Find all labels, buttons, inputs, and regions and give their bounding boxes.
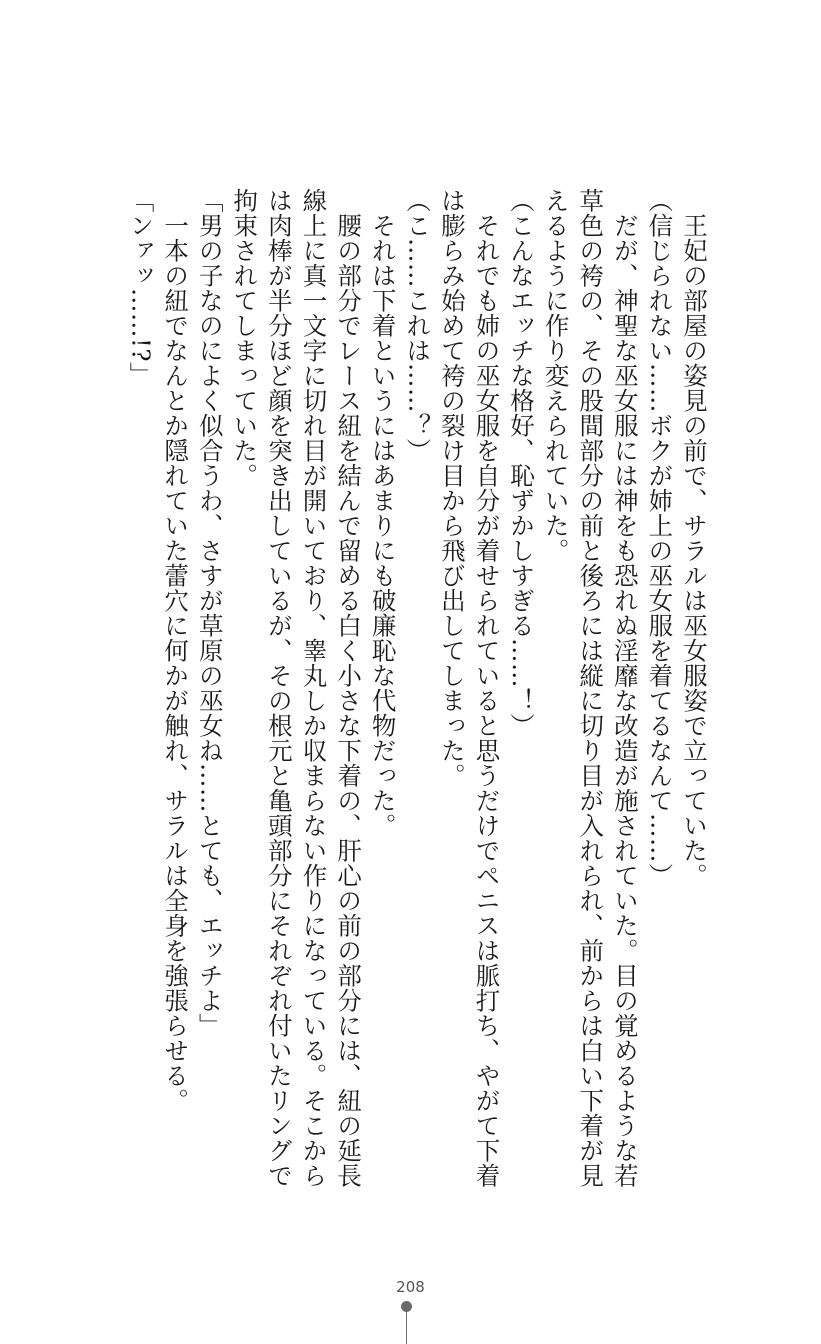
text-line: 拘束されてしまっていた。 [230,188,260,488]
text-line: （信じられない……ボクが姉上の巫女服を着てるなんて……） [645,188,675,888]
text-line: （こ……これは……？） [403,188,433,463]
text-line: 線上に真一文字に切れ目が開いており、睾丸しか収まらない作りになっている。そこから [299,188,329,1188]
text-line: それは下着というにはあまりにも破廉恥な代物だった。 [368,188,398,838]
text-line: えるように作り変えられていた。 [541,188,571,563]
text-line: 「男の子なのによく似合うわ、さすが草原の巫女ね……とても、エッチよ」 [195,188,225,1038]
folio-line-ornament [406,1311,407,1344]
text-line: 一本の紐でなんとか隠れていた蕾穴に何かが触れ、サラルは全身を強張らせる。 [161,188,191,1113]
text-line: は膨らみ始めて袴の裂け目から飛び出してしまった。 [437,188,467,788]
text-line: は肉棒が半分ほど顔を突き出しているが、その根元と亀頭部分にそれぞれ付いたリングで [264,188,294,1188]
text-line: それでも姉の巫女服を自分が着せられていると思うだけでペニスは脈打ち、やがて下着 [472,188,502,1188]
text-line: 腰の部分でレース紐を結んで留める白く小さな下着の、肝心の前の部分には、紐の延長 [334,188,364,1188]
text-line: だが、神聖な巫女服には神をも恐れぬ淫靡な改造が施されていた。目の覚めるような若 [610,188,640,1188]
text-line: 「ンァッ……!?」 [126,188,156,387]
text-line: 草色の袴の、その股間部分の前と後ろには縦に切り目が入れられ、前からは白い下着が見 [576,188,606,1188]
page-number [0,1278,821,1296]
text-line: （こんなエッチな格好、恥ずかしすぎる……！） [507,188,537,738]
vertical-text-body [91,188,711,1188]
page-number-text: 208 [396,1278,425,1296]
text-line: 王妃の部屋の姿見の前で、サラルは巫女服姿で立っていた。 [680,188,709,888]
